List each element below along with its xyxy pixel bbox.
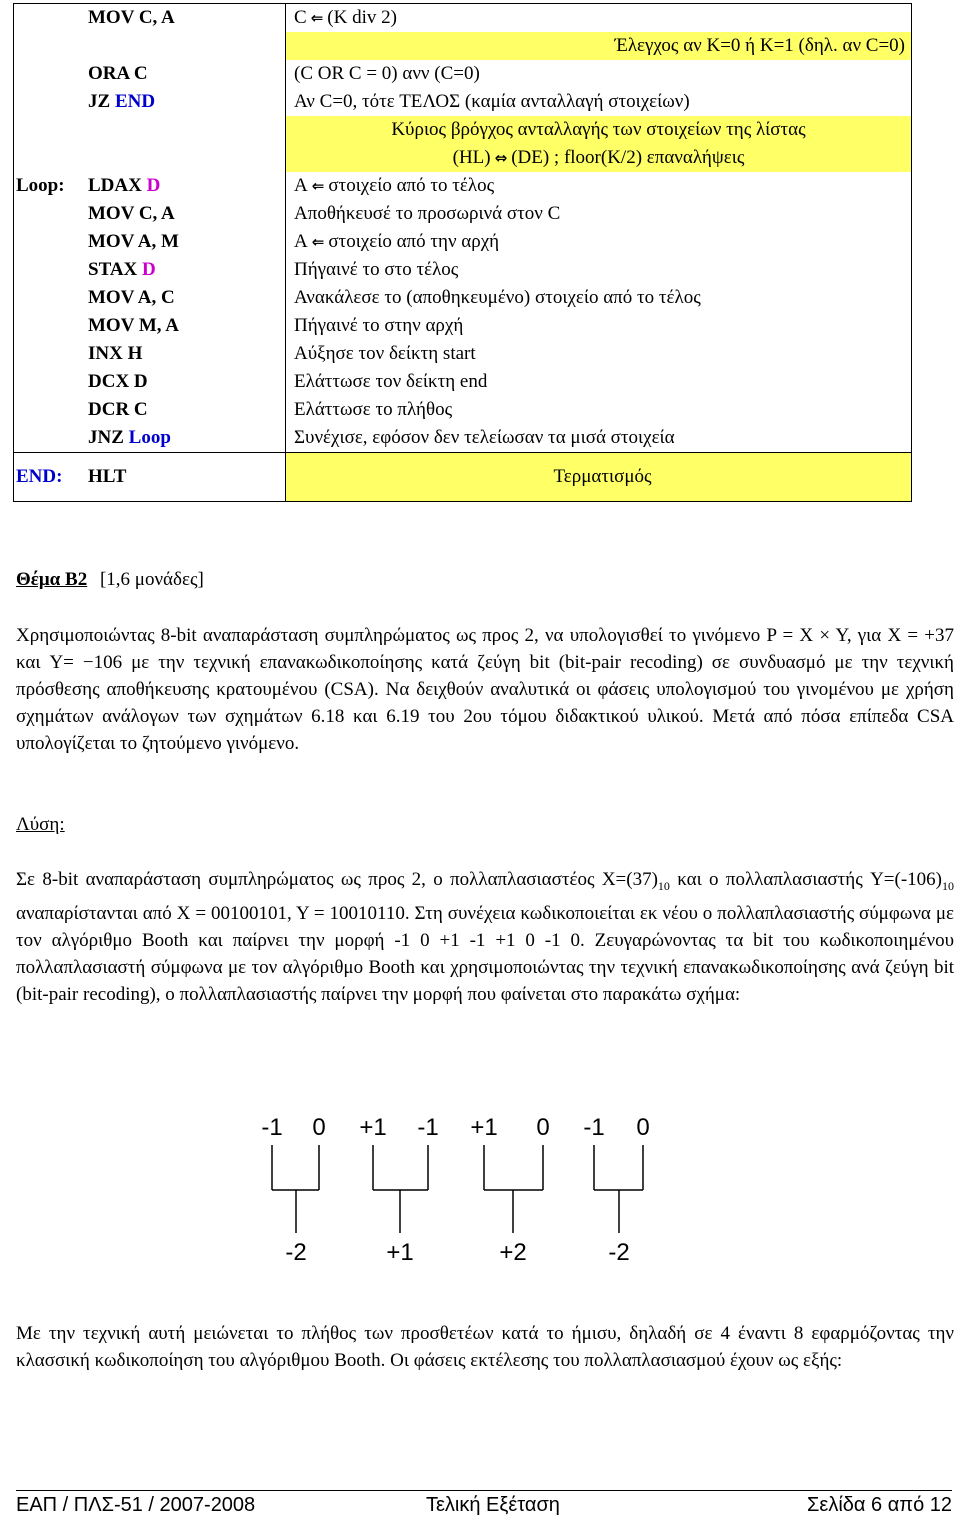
code-line xyxy=(16,256,285,284)
end-label: END: xyxy=(16,466,63,487)
code-comment: Κύριος βρόγχος ανταλλαγής των στοιχείων της λίστας xyxy=(286,116,911,144)
bit-pair-digit: -2 xyxy=(608,1239,630,1266)
solution-paragraph-2: Με την τεχνική αυτή μειώνεται το πλήθος των προσθετέων κατά το ήμισυ, δηλαδή σε 4 έναντι 8 εφαρμόζοντας την κλασσική κωδικοποίηση του αλγόριθμου Booth. Οι φάσεις εκτέλεσης του πολλαπλασιασμού έχουν ως εξής: xyxy=(16,1323,954,1371)
code-comment: Ανακάλεσε το (αποθηκευμένο) στοιχείο από το τέλος xyxy=(294,287,701,308)
booth-digit: +1 xyxy=(359,1114,387,1141)
instruction: MOV A, M xyxy=(88,231,179,252)
code-line xyxy=(16,228,285,256)
code-table xyxy=(13,3,912,502)
instruction: STAX D xyxy=(88,259,156,280)
theme-heading xyxy=(16,569,204,591)
instruction: MOV C, A xyxy=(88,203,175,224)
end-instruction-cell xyxy=(14,453,286,502)
booth-digit: -1 xyxy=(261,1114,283,1141)
instruction: JZ END xyxy=(88,91,156,112)
bit-pair-digit: +1 xyxy=(386,1239,414,1266)
code-line xyxy=(16,144,285,172)
booth-digit: 0 xyxy=(312,1114,326,1141)
booth-digit: -1 xyxy=(583,1114,605,1141)
code-line xyxy=(16,116,285,144)
arrow-left-icon: ⇐ xyxy=(310,9,324,27)
instruction: MOV C, A xyxy=(88,7,175,28)
bit-pair-digit: +2 xyxy=(499,1239,527,1266)
code-comment: Αποθήκευσέ το προσωρινά στον C xyxy=(294,203,561,224)
code-line xyxy=(16,396,285,424)
footer-page-number: Σελίδα 6 από 12 xyxy=(807,1494,952,1516)
end-comment-cell xyxy=(286,453,912,502)
arrow-left-icon: ⇐ xyxy=(311,177,325,195)
theme-body: Χρησιμοποιώντας 8-bit αναπαράσταση συμπληρώματος ως προς 2, να υπολογισθεί το γινόμενο P = X × Y, για X = +37 και Y= −106 με την τεχνική επανακωδικοποίησης κατά ζεύγη bit (bit-pair recoding) σε συνδυασμό με την τεχνική πρόσθεσης αποθήκευσης κρατουμένου (CSA). Να δειχθούν αναλυτικά οι φάσεις υπολογισμού του γινομένου με χρήση σχημάτων ανάλογων των σχημάτων 6.18 και 6.19 του 2ου τόμου διδακτικού υλικού. Μετά από πόσα επίπεδα CSA υπολογίζεται το ζητούμενο γινόμενο. xyxy=(16,625,954,754)
arrow-both-icon: ⇔ xyxy=(494,149,508,167)
footer-course: ΕΑΠ / ΠΛΣ-51 / 2007-2008 xyxy=(16,1494,256,1516)
code-comment: Συνέχισε, εφόσον δεν τελείωσαν τα μισά στοιχεία xyxy=(294,427,675,448)
code-line xyxy=(16,368,285,396)
code-line xyxy=(16,88,285,116)
code-comment: Αύξησε τον δείκτη start xyxy=(294,343,476,364)
booth-digit: -1 xyxy=(417,1114,439,1141)
instruction: LDAX D xyxy=(88,175,161,196)
code-comment: Πήγαινέ το στο τέλος xyxy=(294,259,459,280)
instruction: MOV A, C xyxy=(88,287,175,308)
solution-paragraph-1: Σε 8-bit αναπαράσταση συμπληρώματος ως προς 2, ο πολλαπλασιαστέος $X=(37)_{10}$ και ο πολλαπλασιαστής $Y=(-106)_{10}$ αναπαρίστανται από X = 00100101, Y = 10010110. Στη συνέχεια κωδικοποιείται εκ νέου ο πολλαπλασιαστής σύμφωνα με τον αλγόριθμο Booth και παίρνει την μορφή -1 0 +1 -1 +1 0 -1 0. Ζευγαρώνοντας τα bit του κωδικοποιημένου πολλαπλασιαστή σύμφωνα με τον αλγόριθμο Booth και χρησιμοποιώντας την τεχνική επανακωδικοποίησης ανά ζεύγη bit (bit-pair recoding), ο πολλαπλασιαστής παίρνει την μορφή που φαίνεται στο παρακάτω σχήμα: xyxy=(16,869,954,1005)
code-line xyxy=(16,340,285,368)
bit-pair-digit: -2 xyxy=(285,1239,307,1266)
instruction-column xyxy=(14,4,286,453)
arrow-left-icon: ⇐ xyxy=(311,233,325,251)
instruction: MOV M, A xyxy=(88,315,179,336)
instruction: HLT xyxy=(88,466,127,487)
code-line xyxy=(16,424,285,452)
code-comment: (HL) ⇔ (DE) ; floor(K/2) επαναλήψεις xyxy=(286,144,911,172)
instruction: INX H xyxy=(88,343,143,364)
booth-digit: +1 xyxy=(470,1114,498,1141)
code-comment: A ⇐ στοιχείο από το τέλος xyxy=(294,175,495,196)
code-line xyxy=(16,60,285,88)
code-label: Loop: xyxy=(16,175,65,196)
bit-pair-diagram xyxy=(240,1105,720,1270)
instruction: DCR C xyxy=(88,399,148,420)
code-comment: A ⇐ στοιχείο από την αρχή xyxy=(294,231,500,252)
code-line xyxy=(16,312,285,340)
instruction: JNZ Loop xyxy=(88,427,171,448)
booth-digit: 0 xyxy=(536,1114,550,1141)
code-line xyxy=(16,172,285,200)
booth-digit: 0 xyxy=(636,1114,650,1141)
code-comment: Έλεγχος αν K=0 ή K=1 (δηλ. αν C=0) xyxy=(286,32,911,60)
code-comment: (C OR C = 0) ανν (C=0) xyxy=(294,63,480,84)
comment-column xyxy=(286,4,912,453)
instruction: ORA C xyxy=(88,63,148,84)
code-comment: Ελάττωσε το πλήθος xyxy=(294,399,453,420)
code-comment: Τερματισμός xyxy=(553,466,652,487)
code-comment: C ⇐ (K div 2) xyxy=(294,7,397,28)
code-comment: Ελάττωσε τον δείκτη end xyxy=(294,371,488,392)
theme-title: Θέμα B2 xyxy=(16,569,88,590)
code-line xyxy=(16,284,285,312)
code-line xyxy=(16,200,285,228)
page-footer xyxy=(16,1494,952,1522)
instruction: DCX D xyxy=(88,371,148,392)
theme-points: [1,6 μονάδες] xyxy=(99,569,204,590)
code-line xyxy=(16,32,285,60)
solution-title: Λύση: xyxy=(16,814,65,835)
footer-exam: Τελική Εξέταση xyxy=(426,1494,560,1516)
code-comment: Πήγαινέ το στην αρχή xyxy=(294,315,464,336)
code-line xyxy=(16,4,285,32)
code-comment: Αν C=0, τότε ΤΕΛΟΣ (καμία ανταλλαγή στοιχείων) xyxy=(294,91,690,112)
footer-divider xyxy=(16,1490,952,1491)
